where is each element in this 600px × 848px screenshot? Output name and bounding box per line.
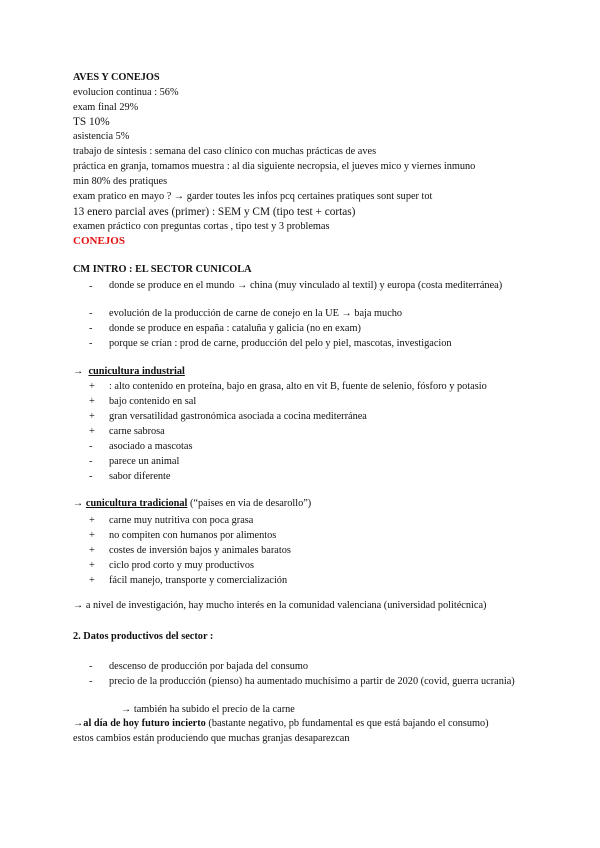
bullet-mark: + bbox=[89, 381, 95, 392]
list-item: parece un animal bbox=[109, 456, 180, 467]
intro-line: TS 10% bbox=[73, 116, 110, 128]
list-item: no compiten con humanos por alimentos bbox=[109, 530, 277, 541]
intro-line: min 80% des pratiques bbox=[73, 176, 168, 187]
bullet-mark: + bbox=[89, 545, 95, 556]
intro-line: exam pratico en mayo ? → garder toutes les infos pcq certaines pratiques sont super tot bbox=[73, 191, 433, 202]
list-item: costes de inversión bajos y animales baratos bbox=[109, 545, 291, 556]
futuro-line bbox=[73, 718, 489, 730]
subsection-heading-industrial bbox=[73, 366, 185, 378]
last-line: estos cambios están produciendo que muchas granjas desaparezcan bbox=[73, 733, 350, 744]
intro-line: práctica en granja, tomamos muestra : al dia siguiente necropsia, el jueves mico y viernes inmuno bbox=[73, 161, 476, 172]
futuro-bold: al día de hoy futuro incierto bbox=[83, 718, 206, 729]
bullet-mark: + bbox=[89, 411, 95, 422]
list-item: porque se crían : prod de carne, producción del pelo y piel, mascotas, investigacion bbox=[109, 338, 452, 349]
tradicional-note: (“paises en via de desarollo”) bbox=[187, 498, 312, 509]
futuro-rest: (bastante negativo, pb fundamental es que está bajando el consumo) bbox=[205, 718, 489, 729]
intro-line: exam final 29% bbox=[73, 102, 139, 113]
bullet-mark: - bbox=[89, 338, 93, 349]
intro-line: 13 enero parcial aves (primer) : SEM y CM (tipo test + cortas) bbox=[73, 206, 356, 218]
list-item: precio de la producción (pienso) ha aumentado muchísimo a partir de 2020 (covid, guerra ucrania) bbox=[109, 676, 515, 687]
list-item: : alto contenido en proteína, bajo en grasa, alto en vit B, fuente de selenio, fósforo y potasio bbox=[109, 381, 487, 392]
investigacion-note: → a nivel de investigación, hay mucho interés en la comunidad valenciana (universidad politécnica) bbox=[73, 600, 487, 611]
list-item: carne muy nutritiva con poca grasa bbox=[109, 515, 254, 526]
bullet-mark: + bbox=[89, 515, 95, 526]
arrow-icon: → bbox=[73, 718, 84, 729]
list-item: evolución de la producción de carne de conejo en la UE → baja mucho bbox=[109, 308, 403, 319]
bullet-mark: - bbox=[89, 471, 93, 482]
bullet-mark: - bbox=[89, 676, 93, 687]
bullet-mark: - bbox=[89, 281, 93, 292]
tradicional-heading: cunicultura tradicional bbox=[85, 498, 188, 509]
bullet-mark: + bbox=[89, 560, 95, 571]
sub-note: → también ha subido el precio de la carne bbox=[121, 704, 295, 715]
arrow-icon: → bbox=[73, 366, 84, 377]
list-item: fácil manejo, transporte y comercialización bbox=[109, 575, 288, 586]
list-item: ciclo prod corto y muy productivos bbox=[109, 560, 254, 571]
list-item: asociado a mascotas bbox=[109, 441, 193, 452]
list-item: descenso de producción por bajada del consumo bbox=[109, 661, 309, 672]
conejos-heading: CONEJOS bbox=[73, 235, 125, 247]
bullet-mark: - bbox=[89, 661, 93, 672]
list-item: gran versatilidad gastronómica asociada a cocina mediterránea bbox=[109, 411, 367, 422]
list-item: sabor diferente bbox=[109, 471, 171, 482]
bullet-mark: + bbox=[89, 426, 95, 437]
intro-line: evolucion continua : 56% bbox=[73, 87, 179, 98]
list-item: bajo contenido en sal bbox=[109, 396, 197, 407]
bullet-mark: - bbox=[89, 308, 93, 319]
document-title: AVES Y CONEJOS bbox=[73, 72, 160, 83]
subsection-heading-tradicional bbox=[73, 498, 311, 510]
intro-line: trabajo de síntesis : semana del caso clínico con muchas prácticas de aves bbox=[73, 146, 377, 157]
list-item: donde se produce en españa : cataluña y galicia (no en exam) bbox=[109, 323, 361, 334]
intro-line: examen práctico con preguntas cortas , tipo test y 3 problemas bbox=[73, 221, 330, 232]
list-item: carne sabrosa bbox=[109, 426, 165, 437]
bullet-mark: + bbox=[89, 530, 95, 541]
bullet-mark: - bbox=[89, 323, 93, 334]
bullet-mark: + bbox=[89, 575, 95, 586]
intro-line: asistencia 5% bbox=[73, 131, 130, 142]
section-heading-datos: 2. Datos productivos del sector : bbox=[73, 631, 214, 642]
bullet-mark: - bbox=[89, 456, 93, 467]
bullet-mark: - bbox=[89, 441, 93, 452]
arrow-icon: → bbox=[73, 498, 84, 509]
industrial-heading: cunicultura industrial bbox=[88, 366, 185, 377]
bullet-mark: + bbox=[89, 396, 95, 407]
section-heading-cm-intro: CM INTRO : EL SECTOR CUNICOLA bbox=[73, 264, 252, 275]
list-item: donde se produce en el mundo → china (muy vinculado al textil) y europa (costa mediterránea) bbox=[109, 280, 503, 291]
